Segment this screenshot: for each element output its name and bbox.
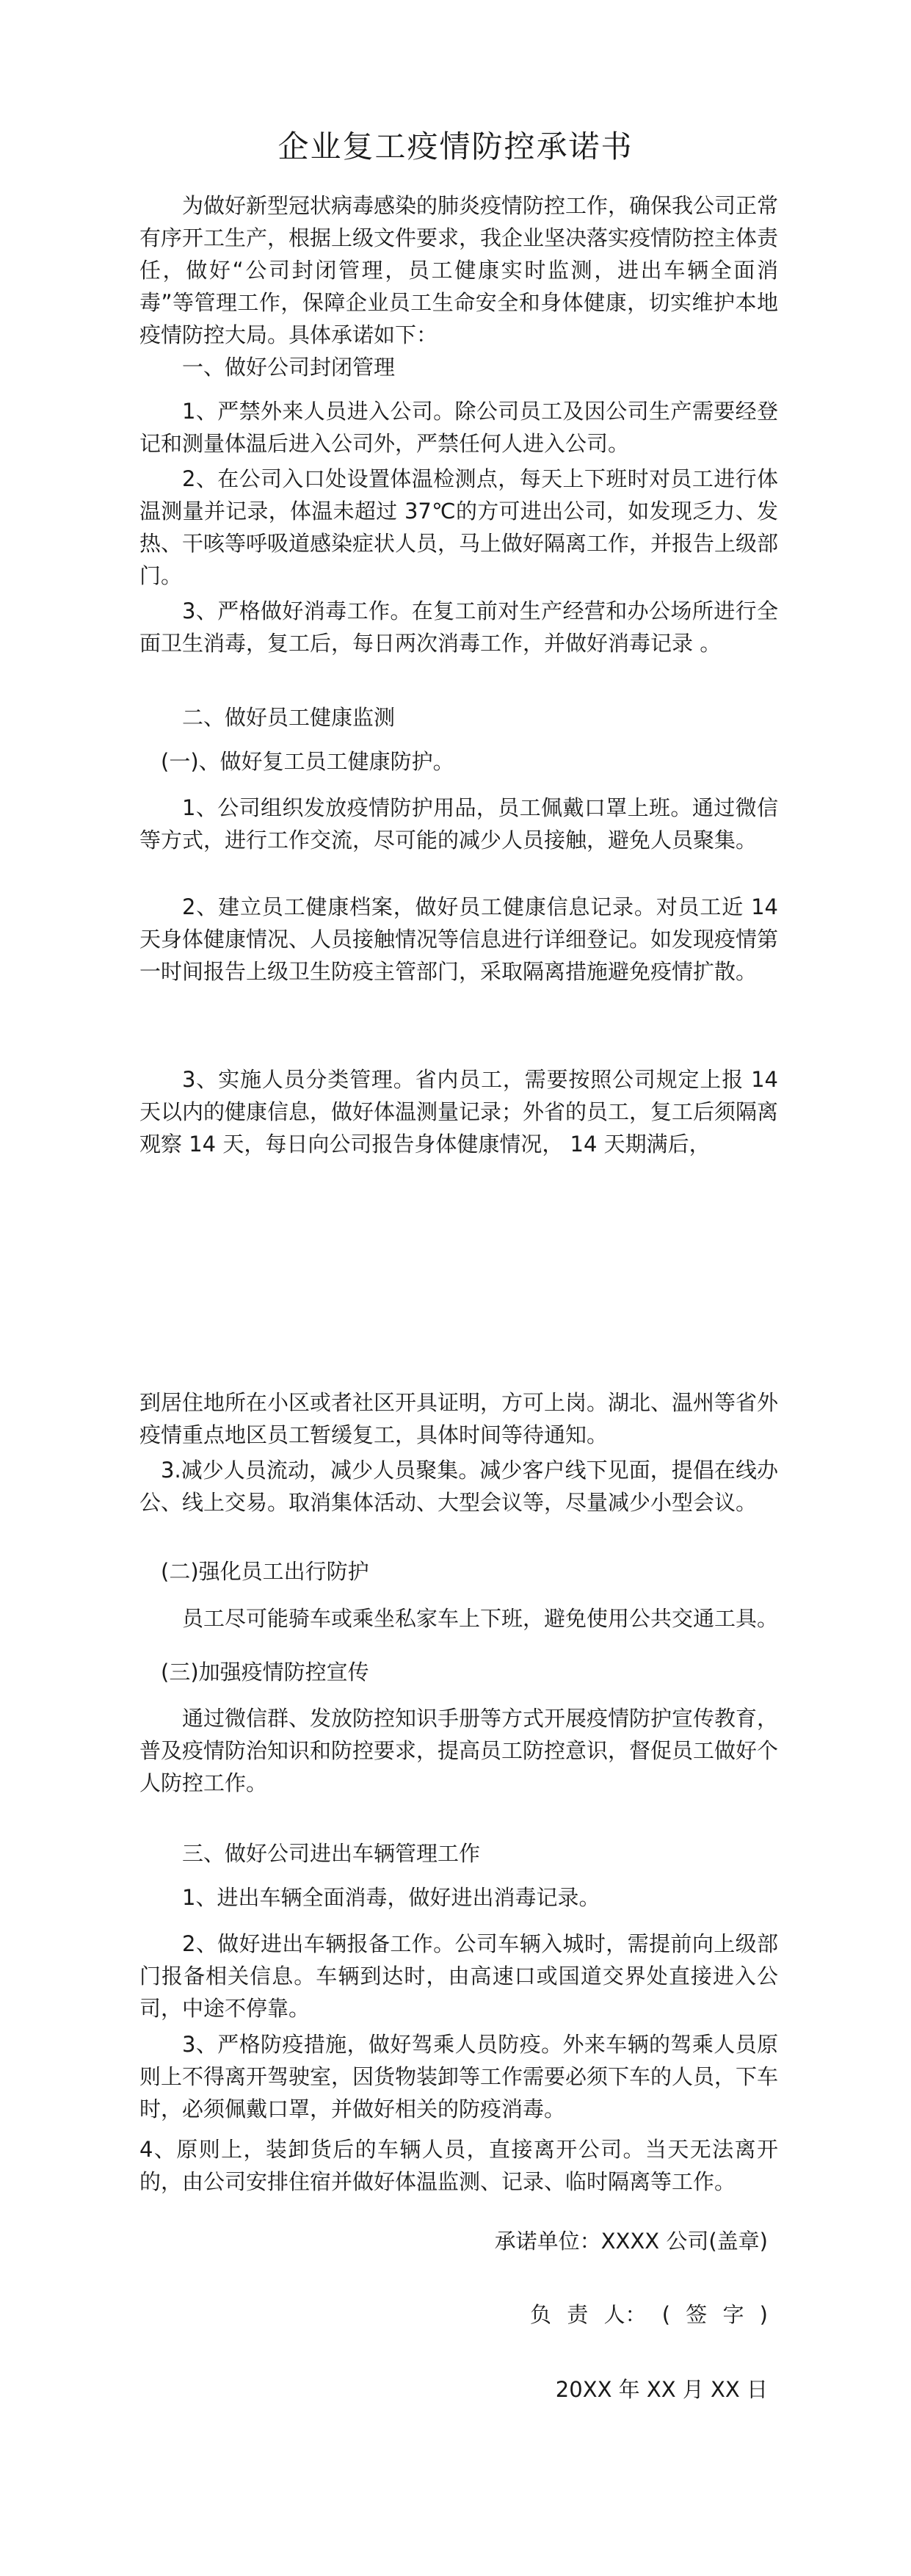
section-2-sub-3: (三)加强疫情防控宣传 [161, 1660, 369, 1685]
section-2-item-3-part-a: 3、实施人员分类管理。省内员工，需要按照公司规定上报 14 天以内的健康信息，做好体温测量记录；外省的员工，复工后须隔离观察 14 天，每日向公司报告身体健康情况， 14 天期满后， [139, 1067, 779, 1157]
signature-date: 20XX 年 XX 月 XX 日 [555, 2377, 768, 2402]
section-2-heading: 二、做好员工健康监测 [182, 705, 396, 730]
intro-paragraph: 为做好新型冠状病毒感染的肺炎疫情防控工作，确保我公司正常有序开工生产，根据上级文件要求，我企业坚决落实疫情防控主体责任，做好“公司封闭管理，员工健康实时监测，进出车辆全面消毒”等管理工作，保障企业员工生命安全和身体健康，切实维护本地疫情防控大局。具体承诺如下： [139, 193, 779, 347]
section-2-sub-1: (一)、做好复工员工健康防护。 [161, 749, 454, 774]
section-1-heading: 一、做好公司封闭管理 [182, 355, 396, 380]
section-1-item-2: 2、在公司入口处设置体温检测点，每天上下班时对员工进行体温测量并记录，体温未超过 37℃的方可进出公司，如发现乏力、发热、干咳等呼吸道感染症状人员，马上做好隔离工作，并报告上级部门。 [139, 466, 779, 588]
signature-unit: 承诺单位：XXXX 公司(盖章) [494, 2229, 768, 2254]
section-2-item-5: 员工尽可能骑车或乘坐私家车上下班，避免使用公共交通工具。 [182, 1606, 779, 1631]
section-3-item-2: 2、做好进出车辆报备工作。公司车辆入城时，需提前向上级部门报备相关信息。车辆到达时，由高速口或国道交界处直接进入公司，中途不停靠。 [139, 1931, 778, 2021]
section-1-item-3: 3、严格做好消毒工作。在复工前对生产经营和办公场所进行全面卫生消毒，复工后，每日两次消毒工作，并做好消毒记录 。 [139, 598, 778, 656]
section-2-item-2: 2、建立员工健康档案，做好员工健康信息记录。对员工近 14 天身体健康情况、人员接触情况等信息进行详细登记。如发现疫情第一时间报告上级卫生防疫主管部门，采取隔离措施避免疫情扩散。 [139, 894, 779, 984]
section-1-item-1: 1、严禁外来人员进入公司。除公司员工及因公司生产需要经登记和测量体温后进入公司外，严禁任何人进入公司。 [139, 399, 778, 456]
document-title: 企业复工疫情防控承诺书 [277, 129, 634, 164]
section-2-item-4: 3.减少人员流动，减少人员聚集。减少客户线下见面，提倡在线办公、线上交易。取消集体活动、大型会议等，尽量减少小型会议。 [139, 1458, 778, 1515]
section-2-item-1: 1、公司组织发放疫情防护用品，员工佩戴口罩上班。通过微信等方式，进行工作交流，尽可能的减少人员接触，避免人员聚集。 [139, 795, 778, 853]
signature-person: 负 责 人： ( 签 字 ) [530, 2302, 768, 2327]
section-2-item-6: 通过微信群、发放防控知识手册等方式开展疫情防护宣传教育，普及疫情防治知识和防控要求，提高员工防控意识，督促员工做好个人防控工作。 [139, 1706, 779, 1795]
section-3-heading: 三、做好公司进出车辆管理工作 [182, 1841, 481, 1866]
section-2-item-3-part-b: 到居住地所在小区或者社区开具证明，方可上岗。湖北、温州等省外疫情重点地区员工暂缓复工，具体时间等待通知。 [139, 1390, 779, 1447]
section-2-sub-2: (二)强化员工出行防护 [161, 1559, 369, 1584]
section-3-item-4: 4、原则上，装卸货后的车辆人员，直接离开公司。当天无法离开的，由公司安排住宿并做好体温监测、记录、临时隔离等工作。 [139, 2137, 778, 2194]
section-3-item-1: 1、进出车辆全面消毒，做好进出消毒记录。 [182, 1885, 600, 1910]
section-3-item-3: 3、严格防疫措施，做好驾乘人员防疫。外来车辆的驾乘人员原则上不得离开驾驶室，因货物装卸等工作需要必须下车的人员，下车时，必须佩戴口罩，并做好相关的防疫消毒。 [139, 2032, 779, 2121]
